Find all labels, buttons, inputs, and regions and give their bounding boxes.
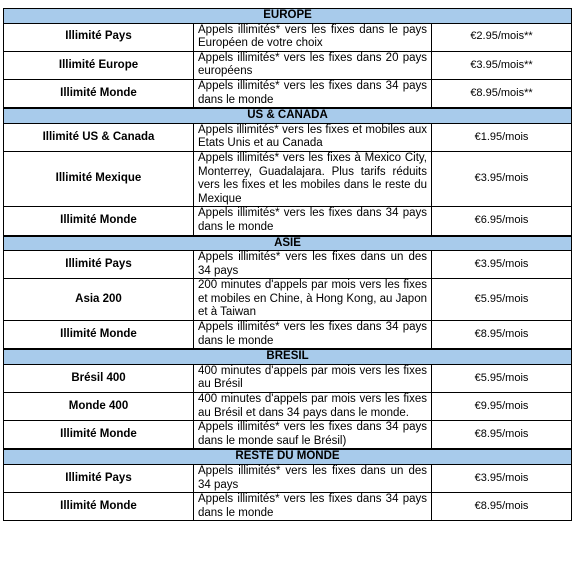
- plan-description: Appels illimités* vers les fixes dans 34 pays dans le monde sauf le Brésil): [194, 421, 432, 450]
- table-row: [4, 79, 572, 108]
- table-row: [4, 279, 572, 321]
- plan-name: Illimité Pays: [4, 251, 194, 279]
- plan-description: Appels illimités* vers les fixes à Mexico City, Monterrey, Guadalajara. Plus tarifs réduits vers les fixes et les mobiles dans le reste du Mexique: [194, 151, 432, 206]
- plan-name: Illimité Monde: [4, 421, 194, 450]
- plan-name: Illimité Monde: [4, 493, 194, 521]
- plan-name: Illimité Monde: [4, 321, 194, 350]
- table-row: [4, 393, 572, 421]
- plan-price: €5.95/mois: [432, 364, 572, 392]
- section-header-row: [4, 449, 572, 464]
- section-title: BRESIL: [4, 349, 572, 364]
- plan-description: Appels illimités* vers les fixes dans 34 pays dans le monde: [194, 493, 432, 521]
- plan-description: Appels illimités* vers les fixes dans 34 pays dans le monde: [194, 207, 432, 236]
- plan-price: €8.95/mois**: [432, 79, 572, 108]
- plan-price: €1.95/mois: [432, 123, 572, 151]
- plan-description: Appels illimités* vers les fixes dans 34 pays dans le monde: [194, 79, 432, 108]
- plan-name: Illimité Europe: [4, 51, 194, 79]
- table-row: [4, 251, 572, 279]
- plan-description: Appels illimités* vers les fixes dans un des 34 pays: [194, 251, 432, 279]
- plan-name: Illimité Mexique: [4, 151, 194, 206]
- table-row: [4, 23, 572, 51]
- plan-name: Illimité US & Canada: [4, 123, 194, 151]
- plan-name: Illimité Pays: [4, 23, 194, 51]
- plan-description: Appels illimités* vers les fixes et mobiles aux Etats Unis et au Canada: [194, 123, 432, 151]
- plan-description: Appels illimités* vers les fixes dans un des 34 pays: [194, 465, 432, 493]
- table-row: [4, 123, 572, 151]
- plan-description: 400 minutes d'appels par mois vers les fixes au Brésil: [194, 364, 432, 392]
- plan-description: Appels illimités* vers les fixes dans 20 pays européens: [194, 51, 432, 79]
- plan-name: Illimité Monde: [4, 207, 194, 236]
- section-title: ASIE: [4, 236, 572, 251]
- plan-description: Appels illimités* vers les fixes dans le pays Européen de votre choix: [194, 23, 432, 51]
- plan-name: Illimité Monde: [4, 79, 194, 108]
- plan-price: €2.95/mois**: [432, 23, 572, 51]
- plan-price: €3.95/mois: [432, 251, 572, 279]
- table-row: [4, 364, 572, 392]
- plan-name: Brésil 400: [4, 364, 194, 392]
- plan-price: €9.95/mois: [432, 393, 572, 421]
- table-row: [4, 151, 572, 206]
- plan-price: €3.95/mois: [432, 151, 572, 206]
- section-title: US & CANADA: [4, 108, 572, 123]
- plan-price: €3.95/mois: [432, 465, 572, 493]
- table-row: [4, 207, 572, 236]
- section-title: EUROPE: [4, 9, 572, 24]
- plan-description: 200 minutes d'appels par mois vers les fixes et mobiles en Chine, à Hong Kong, au Japon et à Taiwan: [194, 279, 432, 321]
- section-header-row: [4, 349, 572, 364]
- plan-price: €5.95/mois: [432, 279, 572, 321]
- section-header-row: [4, 236, 572, 251]
- plan-name: Monde 400: [4, 393, 194, 421]
- section-header-row: [4, 108, 572, 123]
- section-header-row: [4, 9, 572, 24]
- plan-name: Illimité Pays: [4, 465, 194, 493]
- table-row: [4, 421, 572, 450]
- plan-price: €8.95/mois: [432, 421, 572, 450]
- plan-name: Asia 200: [4, 279, 194, 321]
- section-title: RESTE DU MONDE: [4, 449, 572, 464]
- plan-description: Appels illimités* vers les fixes dans 34 pays dans le monde: [194, 321, 432, 350]
- table-row: [4, 493, 572, 521]
- plan-price: €6.95/mois: [432, 207, 572, 236]
- plan-price: €8.95/mois: [432, 321, 572, 350]
- table-row: [4, 465, 572, 493]
- pricing-table: [3, 8, 572, 521]
- table-row: [4, 51, 572, 79]
- plan-description: 400 minutes d'appels par mois vers les fixes au Brésil et dans 34 pays dans le monde.: [194, 393, 432, 421]
- table-row: [4, 321, 572, 350]
- pricing-table-body: [4, 9, 572, 521]
- plan-price: €8.95/mois: [432, 493, 572, 521]
- plan-price: €3.95/mois**: [432, 51, 572, 79]
